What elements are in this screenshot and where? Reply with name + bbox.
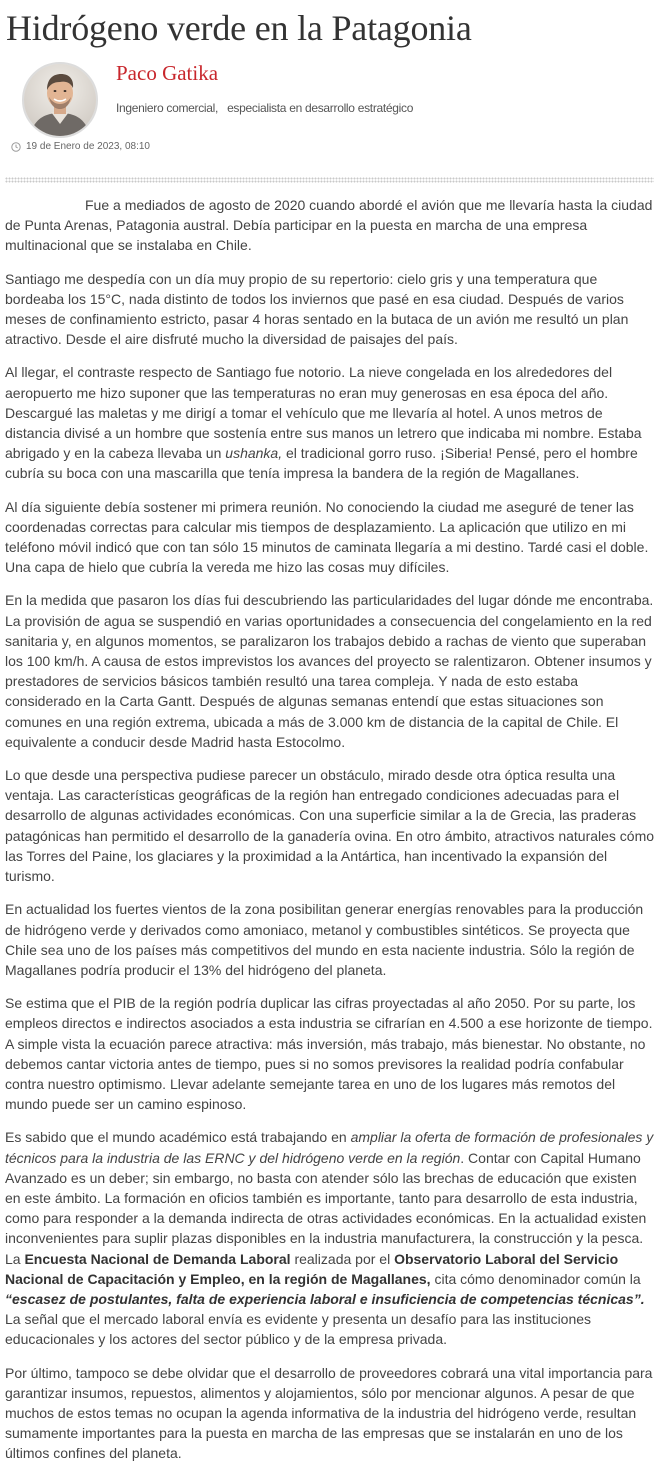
paragraph: Por último, tampoco se debe olvidar que el desarrollo de proveedores cobrará una vital importancia para garantizar insumos, repuestos, alimentos y alojamientos, sólo por mencionar algunos. A pesar de que muchos de estos temas no ocupan la agenda informativa de la industria del hidrógeno verde, resultan sumamente importantes para la puesta en marcha de las empresas que se instalarán en uno de los últimos confines del planeta. (5, 1364, 653, 1462)
author-photo (24, 64, 96, 136)
author-avatar[interactable] (22, 62, 98, 138)
bold-text: Observatorio Laboral del Servicio Nacional de Capacitación y Empleo, en la región de Magallanes, (5, 1250, 619, 1287)
paragraph: Es sabido que el mundo académico está trabajando en ampliar la oferta de formación de profesionales y técnicos para la industria de las ERNC y del hidrógeno verde en la región. Contar con Capital Humano Avanzado es un deber; sin embargo, no basta con atender sólo las brechas de educación que existen en este ámbito. La formación en oficios también es importante, tanto para desarrollo de esta industria, como para responder a la demanda indirecta de otras actividades económicas. En la actualidad existen inconvenientes para suplir plazas disponibles en la industria manufacturera, la construcción y la pesca. La Encuesta Nacional de Demanda Laboral realizada por el Observatorio Laboral del Servicio Nacional de Capacitación y Empleo, en la región de Magallanes, cita cómo denominador común la “escasez de postulantes, falta de experiencia laboral e insuficiencia de competencias técnicas”. La señal que el mercado laboral envía es evidente y presenta un desafío para las instituciones educacionales y los actores del sector público y de la empresa privada. (5, 1129, 654, 1348)
article-body (5, 195, 656, 1477)
author-role-part1: Ingeniero comercial, (116, 101, 219, 115)
paragraph: Al llegar, el contraste respecto de Santiago fue notorio. La nieve congelada en los alrededores del aeropuerto me hizo suponer que las temperaturas no eran muy generosas en esa época del año. Descargué las maletas y me dirigí a tomar el vehículo que me llevaría al hotel. A unos metros de distancia divisé a un hombre que sostenía entre sus manos un letrero que indicaba mi nombre. Estaba abrigado y en la cabeza llevaba un ushanka, el tradicional gorro ruso. ¡Siberia! Pensé, pero el hombre cubría su boca con una mascarilla que tenía impresa la bandera de la región de Magallanes. (5, 364, 642, 482)
author-role (116, 101, 413, 115)
article-title: Hidrógeno verde en la Patagonia (6, 8, 472, 48)
clock-icon (11, 142, 21, 152)
emphasis: ushanka, (225, 445, 283, 462)
paragraph: Lo que desde una perspectiva pudiese parecer un obstáculo, mirado desde otra óptica resulta una ventaja. Las características geográficas de la región han entregado condiciones adecuadas para el desarrollo de algunas actividades económicas. Con una superficie similar a la de Grecia, las praderas patagónicas han permitido el desarrollo de la ganadería ovina. En otro ámbito, atractivos naturales cómo las Torres del Paine, los glaciares y la proximidad a la Antártica, han incentivado la expansión del turismo. (5, 767, 655, 885)
paragraph: Santiago me despedía con un día muy propio de su repertorio: cielo gris y una temperatura que bordeaba los 15°C, nada distinto de todos los inviernos que pasé en esa ciudad. Después de varios meses de confinamiento estricto, pasar 4 horas sentado en la butaca de un avión me resultó un plan atractivo. Desde el aire disfruté mucho la diversidad de paisajes del país. (5, 270, 629, 348)
author-role-part2: especialista en desarrollo estratégico (227, 101, 414, 115)
bold-quote: “escasez de postulantes, falta de experiencia laboral e insuficiencia de competencias técnicas”. (5, 1290, 645, 1307)
author-name[interactable]: Paco Gatika (116, 61, 219, 85)
paragraph: Al día siguiente debía sostener mi primera reunión. No conociendo la ciudad me aseguré de tener las coordenadas correctas para calcular mis tiempos de desplazamiento. La aplicación que utilizo en mi teléfono móvil indicó que con tan sólo 15 minutos de caminata llegaría a mi destino. Tardé casi el doble. Una capa de hielo que cubría la vereda me hizo las cosas muy difíciles. (5, 498, 649, 576)
divider (5, 177, 654, 183)
paragraph: En actualidad los fuertes vientos de la zona posibilitan generar energías renovables para la producción de hidrógeno verde y derivados como amoniaco, metanol y combustibles sintéticos. Se proyecta que Chile sea uno de los países más competitivos del mundo en esta naciente industria. Sólo la región de Magallanes podría producir el 13% del hidrógeno del planeta. (5, 901, 644, 978)
publish-date (11, 141, 150, 152)
emphasis: ampliar la oferta de formación de profesionales y técnicos para la industria de las ERNC y del hidrógeno verde en la región (5, 1129, 654, 1166)
bold-text: Encuesta Nacional de Demanda Laboral (24, 1250, 291, 1267)
paragraph: Fue a mediados de agosto de 2020 cuando abordé el avión que me llevaría hasta la ciudad de Punta Arenas, Patagonia austral. Debía participar en la puesta en marcha de una empresa multinacional que se instalaba en Chile. (5, 197, 653, 254)
publish-date-text: 19 de Enero de 2023, 08:10 (26, 141, 150, 152)
paragraph: Se estima que el PIB de la región podría duplicar las cifras proyectadas al año 2050. Por su parte, los empleos directos e indirectos asociados a esta industria se cifrarían en 4.500 a ese horizonte de tiempo. A simple vista la ecuación parece atractiva: más inversión, más trabajo, más bienestar. No obstante, no debemos cantar victoria antes de tiempo, pues si no somos previsores la realidad podría confabular contra nuestro optimismo. Llevar adelante semejante tarea en uno de los lugares más remotos del mundo puede ser un camino espinoso. (5, 995, 653, 1113)
paragraph: En la medida que pasaron los días fui descubriendo las particularidades del lugar dónde me encontraba. La provisión de agua se suspendió en varias oportunidades a consecuencia del congelamiento en la red sanitaria y, en algunos momentos, se paralizaron los trabajos debido a rachas de viento que superaban los 100 km/h. A causa de estos imprevistos los avances del proyecto se ralentizaron. Obtener insumos y prestadores de servicios básicos también resultó una tarea compleja. Y nada de esto estaba considerado en la Carta Gantt. Después de algunas semanas entendí que estas situaciones son comunes en una región extrema, ubicada a más de 3.000 km de distancia de la capital de Chile. El equivalente a conducir desde Madrid hasta Estocolmo. (5, 592, 654, 750)
